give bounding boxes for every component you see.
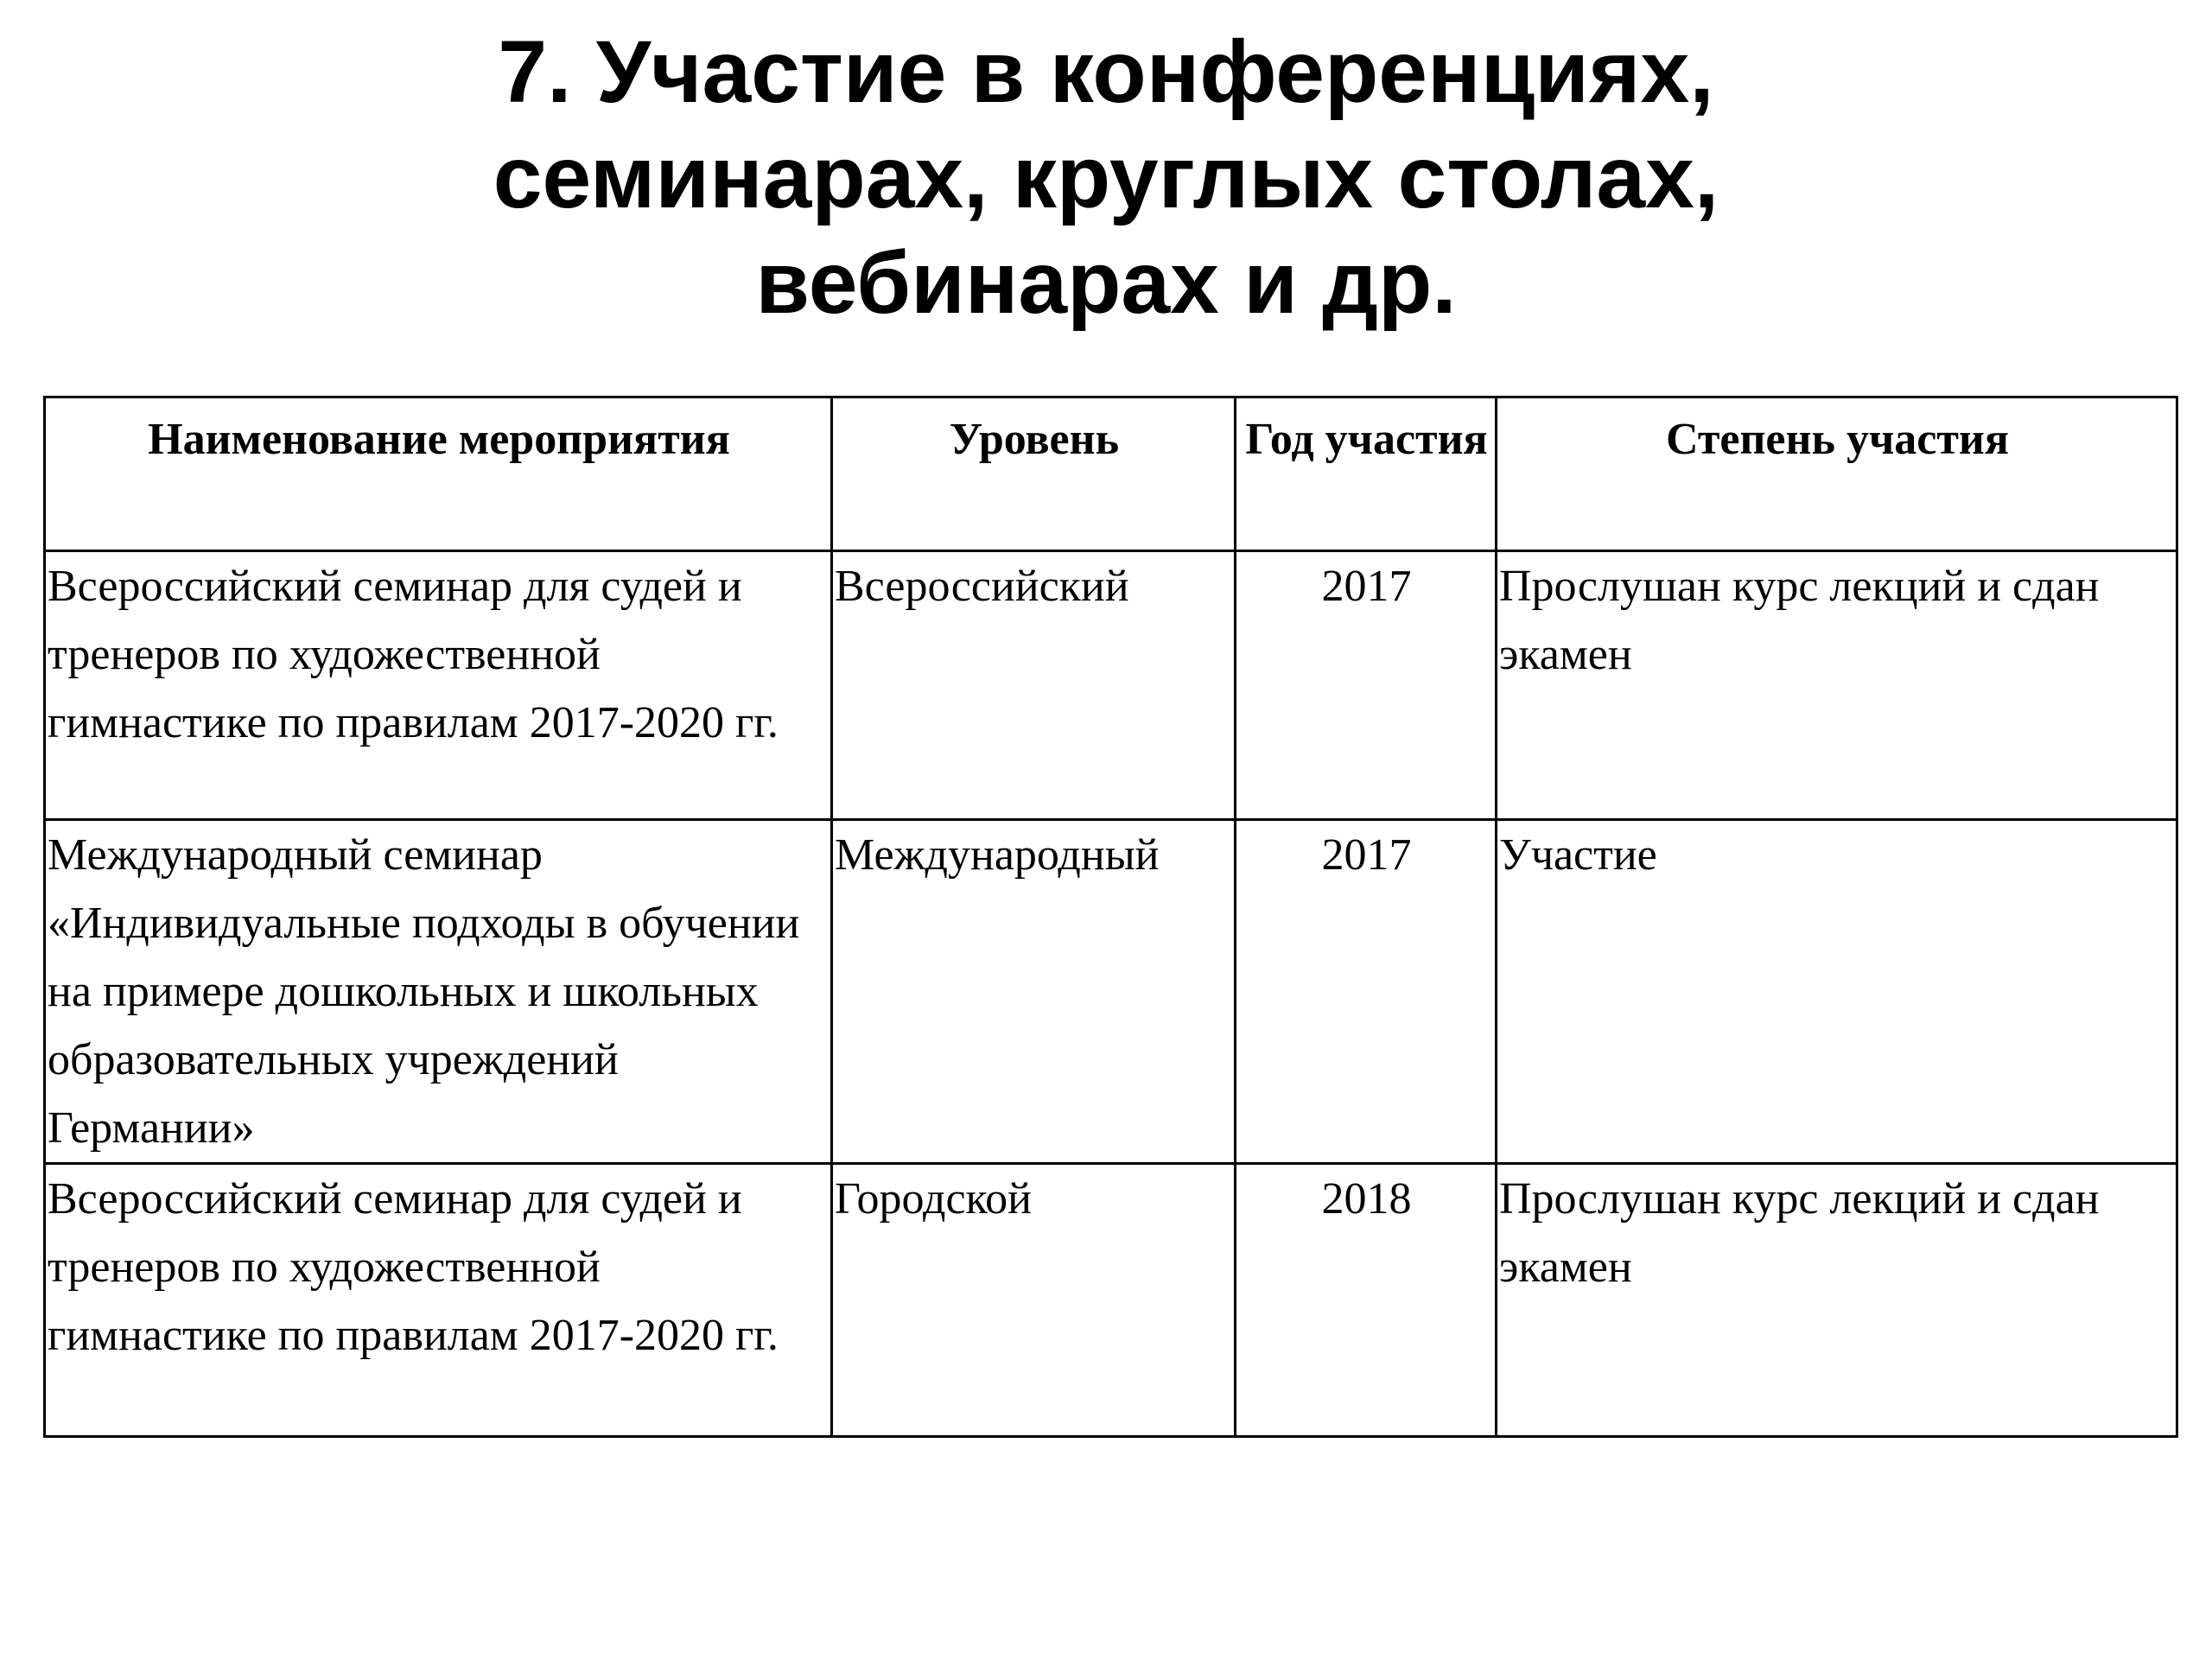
cell-year: 2018 bbox=[1236, 1164, 1497, 1437]
title-line-2: семинарах, круглых столах, bbox=[493, 128, 1719, 226]
title-line-3: вебинарах и др. bbox=[755, 233, 1457, 332]
cell-year: 2017 bbox=[1236, 551, 1497, 820]
cell-event-name: Международный семинар «Индивидуальные подходы в обучении на примере дошкольных и школьных образовательных учреждений Германии» bbox=[45, 820, 832, 1164]
header-level: Уровень bbox=[832, 397, 1236, 551]
header-year: Год участия bbox=[1236, 397, 1497, 551]
cell-event-name: Всероссийский семинар для судей и тренеров по художественной гимнастике по правилам 2017-2020 гг. bbox=[45, 1164, 832, 1437]
table-row bbox=[45, 1164, 2177, 1437]
table-row bbox=[45, 820, 2177, 1164]
cell-level: Всероссийский bbox=[832, 551, 1236, 820]
cell-participation: Участие bbox=[1497, 820, 2177, 1164]
cell-level: Городской bbox=[832, 1164, 1236, 1437]
cell-participation: Прослушан курс лекций и сдан экамен bbox=[1497, 1164, 2177, 1437]
cell-year: 2017 bbox=[1236, 820, 1497, 1164]
cell-level: Международный bbox=[832, 820, 1236, 1164]
cell-participation: Прослушан курс лекций и сдан экамен bbox=[1497, 551, 2177, 820]
page-title bbox=[0, 19, 2212, 335]
cell-event-name: Всероссийский семинар для судей и тренеров по художественной гимнастике по правилам 2017-2020 гг. bbox=[45, 551, 832, 820]
table-header-row bbox=[45, 397, 2177, 551]
title-line-1: 7. Участие в конференциях, bbox=[498, 22, 1714, 121]
header-participation: Степень участия bbox=[1497, 397, 2177, 551]
events-table bbox=[43, 396, 2178, 1438]
table-row bbox=[45, 551, 2177, 820]
header-event-name: Наименование мероприятия bbox=[45, 397, 832, 551]
